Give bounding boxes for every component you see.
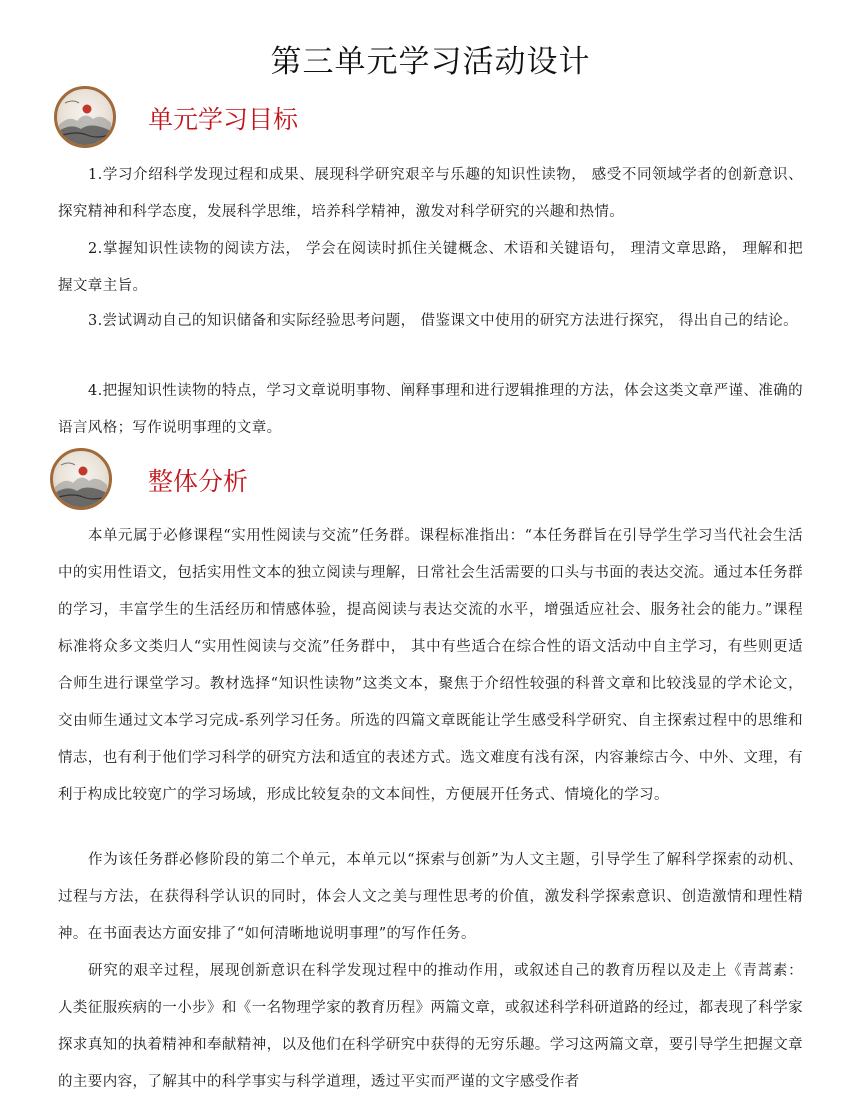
ink-landscape-badge-icon <box>50 448 112 510</box>
goal-paragraph: 3.尝试调动自己的知识储备和实际经验思考问题， 借鉴课文中使用的研究方法进行探究， 得出自己的结论。 <box>88 313 799 329</box>
page-title: 第三单元学习活动设计 <box>270 44 591 80</box>
goal-paragraph: 4.把握知识性读物的特点，学习文章说明事物、阐释事理和进行逻辑推理的方法，体会这类文章严谨、准确的语言风格；写作说明事理的文章。 <box>58 383 803 436</box>
analysis-paragraph: 研究的艰辛过程，展现创新意识在科学发现过程中的推动作用，或叙述自己的教育历程以及走上《青蒿素：人类征服疾病的一小步》和《一名物理学家的教育历程》两篇文章，或叙述科学科研道路的经过，都表现了科学家探求真知的执着精神和奉献精神，以及他们在科学研究中获得的无穷乐趣。学习这两篇文章，要引导学生把握文章的主要内容，了解其中的科学事实与科学道理，透过平实而严谨的文字感受作者 <box>58 963 803 1090</box>
section-title-analysis: 整体分析 <box>148 467 249 496</box>
goal-paragraph: 2.掌握知识性读物的阅读方法， 学会在阅读时抓住关键概念、术语和关键语句， 理清文章思路， 理解和把握文章主旨。 <box>58 241 803 294</box>
analysis-paragraph: 本单元属于必修课程“实用性阅读与交流”任务群。课程标准指出：“本任务群旨在引导学生学习当代社会生活中的实用性语文，包括实用性文本的独立阅读与理解，日常社会生活需要的口头与书面的表达交流。通过本任务群的学习，丰富学生的生活经历和情感体验，提高阅读与表达交流的水平，增强适应社会、服务社会的能力。”课程标准将众多文类归人“实用性阅读与交流”任务群中， 其中有些适合在综合性的语文活动中自主学习，有些则更适合师生进行课堂学习。教材选择“知识性读物”这类文本，聚焦于介绍性较强的科普文章和比较浅显的学术论文， 交由师生通过文本学习完成-系列学习任务。所选的四篇文章既能让学生感受科学研究、自主探索过程中的思维和情志，也有利于他们学习科学的研究方法和适宜的表述方式。选文难度有浅有深，内容兼综古今、中外、文理，有利于构成比较宽广的学习场域，形成比较复杂的文本间性，方便展开任务式、情境化的学习。 <box>58 528 803 803</box>
section-header-analysis <box>48 448 808 518</box>
ink-landscape-badge-icon <box>54 86 116 148</box>
goal-paragraph: 1.学习介绍科学发现过程和成果、展现科学研究艰辛与乐趣的知识性读物， 感受不同领域学者的创新意识、探究精神和科学态度，发展科学思维，培养科学精神，激发对科学研究的兴趣和热情。 <box>58 167 803 220</box>
analysis-paragraph: 作为该任务群必修阶段的第二个单元，本单元以“探索与创新”为人文主题，引导学生了解科学探索的动机、过程与方法，在获得科学认识的同时，体会人文之美与理性思考的价值，激发科学探索意识、创造激情和理性精神。在书面表达方面安排了“如何清晰地说明事理”的写作任务。 <box>58 852 803 942</box>
section-header-goals <box>48 86 808 156</box>
section-title-goals: 单元学习目标 <box>148 105 299 134</box>
